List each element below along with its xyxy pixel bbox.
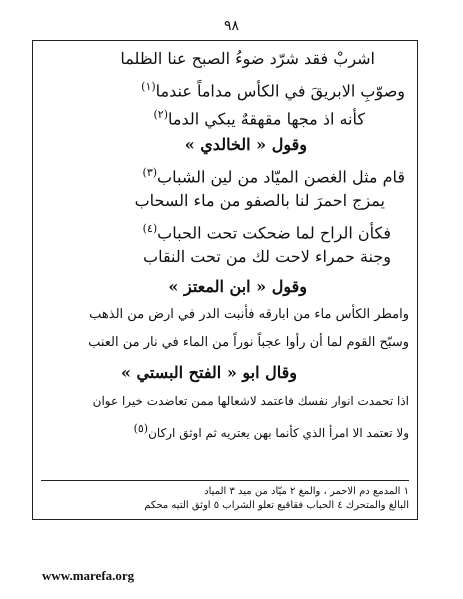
poem-lines [33, 41, 417, 519]
text-line: وامطر الكأس ماء من ابارقه فأنبت الدر في ارض من الذهب [89, 307, 409, 322]
text-line: وجنة حمراء لاحت لك من تحت النقاب [143, 247, 391, 266]
text-line: وسبّح القوم لما أن رأوا عجباً نوراً من الماء في نار من العنب [88, 335, 409, 350]
footnotes [41, 480, 409, 513]
text-line: قام مثل الغصن الميّاد من لين الشباب$^{(٣)}$ [142, 166, 405, 187]
footnote-marker: (١) [141, 80, 156, 93]
text-line: كأنه اذ مجها مقهقهٌ يبكي الدما$^{(٢)}$ [153, 108, 365, 129]
section-heading: وقال ابو « الفتح البستي » [120, 363, 297, 382]
text-frame [32, 40, 418, 520]
text-line: وصوّبِ الابريقَ في الكأس مداماً عندما$^{(١)}$ [141, 80, 405, 101]
footnote-marker: (٢) [153, 108, 168, 121]
text-line: فكأن الراح لما ضحكت تحت الحباب$^{(٤)}$ [142, 222, 391, 243]
footnote-marker: (٥) [133, 422, 149, 435]
watermark: www.marefa.org [42, 568, 135, 583]
section-heading: وقول « ابن المعتز » [168, 277, 307, 296]
text-line: يمزج احمرَ لنا بالصفو من ماء السحاب [134, 191, 385, 210]
footnote-marker: (٤) [142, 222, 158, 235]
text-line: اذا تحمدت انوار نفسك فاعتمد لاشعالها ممن تعاضدت خيرا عوان [92, 394, 409, 408]
footnote-line: ١ المدمع دم الاحمر ، والمغ ٢ ميّاد من ميد ٣ المياد [204, 486, 409, 497]
text-line: ولا تعتمد الا امرأ الذي كأنما بهن يعتريه ثم اوثق اركان(٥) [133, 422, 409, 440]
page-number: ٩٨ [223, 18, 240, 34]
section-heading: وقول « الخالدي » [184, 135, 307, 154]
text-line: اشربْ فقد شرّد ضوءُ الصبح عنا الظلما [120, 49, 375, 68]
footnote-line: البالغ والمتحرك ٤ الحباب فقاقيع تعلو الشراب ٥ اوثق التيه محكم [144, 500, 409, 511]
footnote-marker: (٣) [142, 166, 158, 179]
